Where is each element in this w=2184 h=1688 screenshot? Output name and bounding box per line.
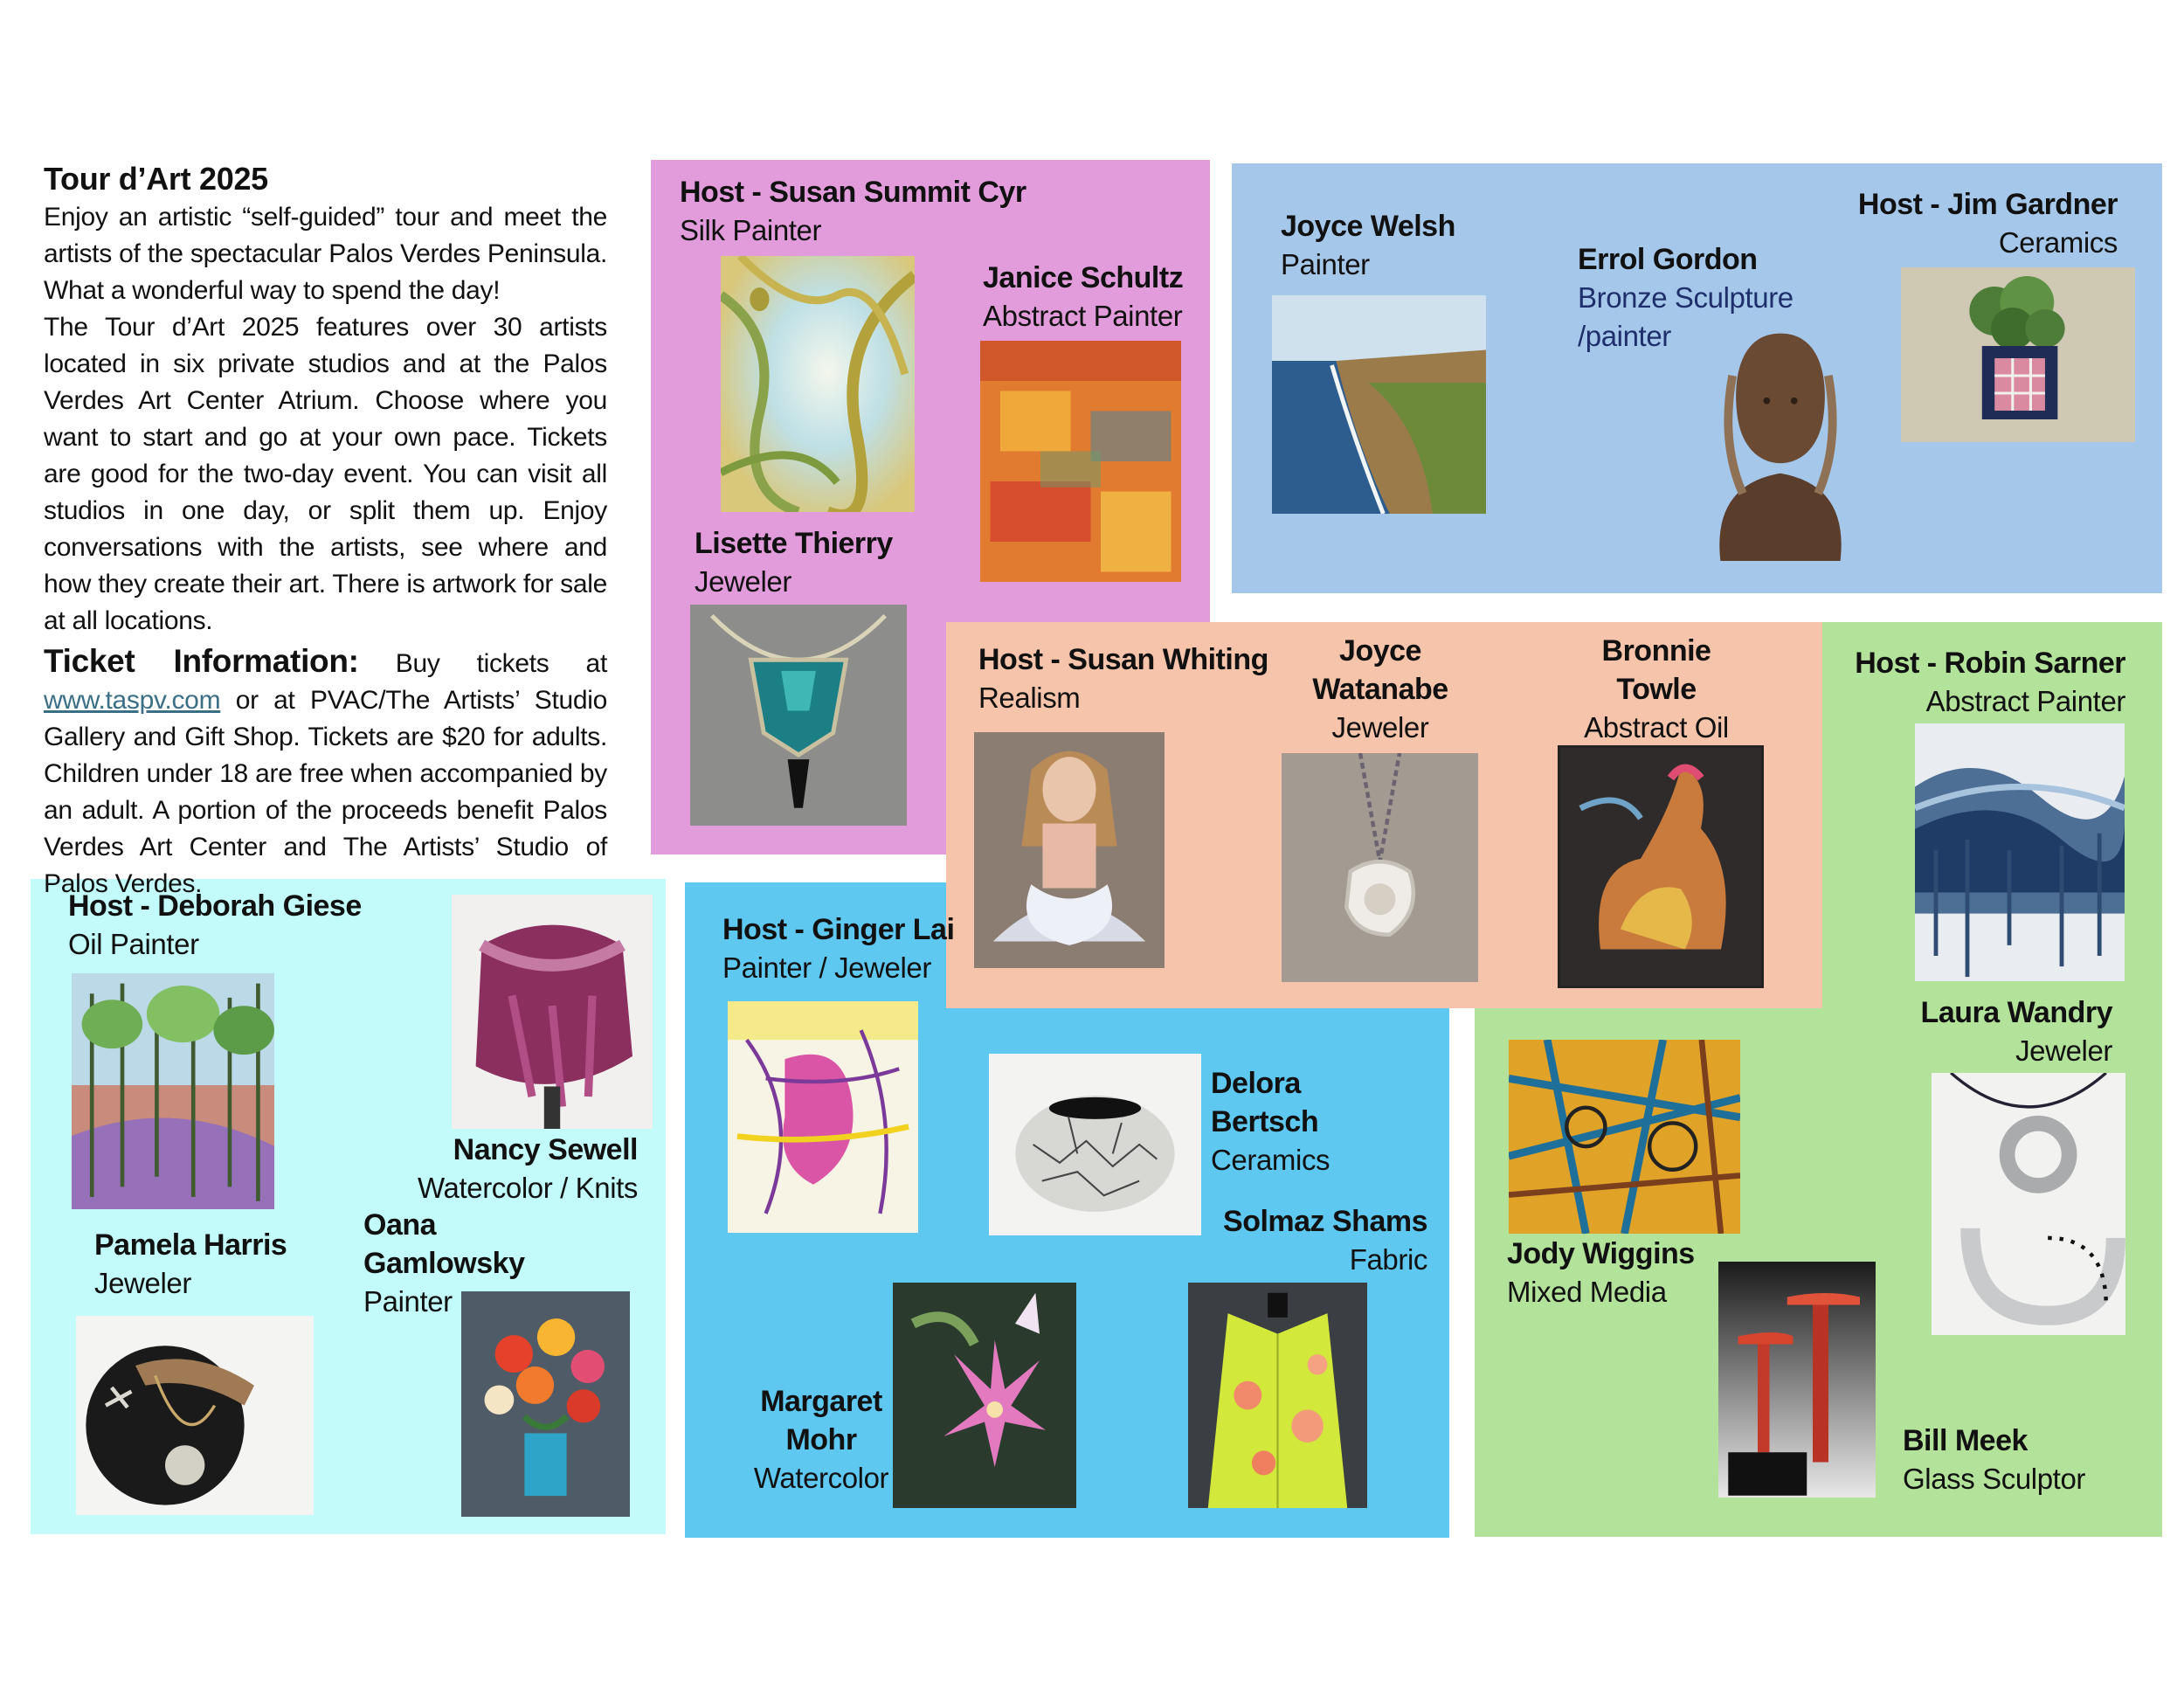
- raku-ceramic-vessel-image: [989, 1054, 1201, 1235]
- lily-watercolor-image: [893, 1283, 1076, 1508]
- red-glass-sculpture-image: [1718, 1262, 1876, 1498]
- delora-bertsch-role: Ceramics: [1211, 1144, 1330, 1176]
- jody-wiggins-role: Mixed Media: [1507, 1276, 1667, 1308]
- joyce-watanabe-name-2: Watanabe: [1312, 673, 1448, 706]
- driftwood-jewelry-image: [76, 1316, 314, 1515]
- errol-gordon-name: Errol Gordon: [1578, 243, 1758, 276]
- oana-gamlowsky-name-2: Gamlowsky: [363, 1247, 525, 1280]
- solmaz-shams-role: Fabric: [1349, 1243, 1427, 1276]
- delora-bertsch-name-1: Delora: [1211, 1067, 1301, 1100]
- pamela-harris-name: Pamela Harris: [94, 1228, 287, 1262]
- blue-host-role: Ceramics: [1998, 226, 2118, 259]
- janice-schultz-role: Abstract Painter: [983, 300, 1183, 332]
- blue-abstract-painting-image: [1915, 723, 2125, 981]
- delora-bertsch-name-2: Bertsch: [1211, 1105, 1319, 1138]
- ticket-heading: Ticket Information:: [44, 643, 359, 679]
- purple-splash-painting-image: [728, 1001, 918, 1233]
- metal-ring-necklace-image: [1932, 1073, 2125, 1335]
- kelp-silk-painting-image: [721, 256, 915, 512]
- intro-paragraph-1: Enjoy an artistic “self-guided” tour and meet the artists of the spectacular Palos Verdes Peninsula. What a wonderful way to spend the day!: [44, 203, 607, 305]
- green-host-name: Host - Robin Sarner: [1855, 647, 2125, 680]
- joyce-welsh-name: Joyce Welsh: [1281, 210, 1455, 243]
- lisette-thierry-role: Jeweler: [695, 565, 791, 598]
- page-title: Tour d’Art 2025: [44, 161, 268, 197]
- margaret-mohr-role: Watercolor: [753, 1462, 889, 1494]
- nancy-sewell-name: Nancy Sewell: [453, 1133, 638, 1166]
- ballerina-portrait-image: [974, 732, 1165, 968]
- felt-fabric-vest-image: [1188, 1283, 1367, 1508]
- solmaz-shams-name: Solmaz Shams: [1223, 1205, 1427, 1238]
- laura-wandry-role: Jeweler: [2015, 1034, 2112, 1067]
- forest-oil-painting-image: [72, 973, 274, 1209]
- ticket-link[interactable]: www.taspv.com: [44, 686, 221, 715]
- bronze-bust-sculpture-image: [1695, 325, 1866, 561]
- ticket-details: or at PVAC/The Artists’ Studio Gallery and Gift Shop. Tickets are $20 for adults. Children under 18 are free when accompanied by an adult. A portion of the proceeds benefit Palos Verdes Art Center and The Artists’ Studio of Palos Verdes.: [44, 686, 608, 898]
- intro-paragraph-2: The Tour d’Art 2025 features over 30 artists located in six private studios and at the Palos Verdes Art Center Atrium. Choose where you want to start and go at your own pace. Tickets are good for the two-day event. You can visit all studios in one day, or split them up. Enjoy conversations with the artists, see where and how they create their art. There is artwork for sale at all locations.: [44, 313, 607, 635]
- margaret-mohr-name-2: Mohr: [785, 1423, 857, 1456]
- sky-host-name: Host - Ginger Lai: [722, 913, 955, 946]
- aqua-host-name: Host - Deborah Giese: [68, 889, 362, 923]
- mixed-media-collage-image: [1509, 1040, 1740, 1234]
- nancy-sewell-role: Watercolor / Knits: [418, 1172, 638, 1204]
- bill-meek-role: Glass Sculptor: [1903, 1463, 2085, 1495]
- knit-shawl-image: [452, 895, 653, 1129]
- succulent-ceramic-pot-image: [1901, 267, 2135, 442]
- silver-pendant-necklace-image: [1282, 753, 1478, 982]
- bronnie-towle-name-2: Towle: [1616, 673, 1697, 706]
- margaret-mohr-name-1: Margaret: [760, 1385, 882, 1418]
- joyce-welsh-role: Painter: [1281, 248, 1370, 280]
- pamela-harris-role: Jeweler: [94, 1267, 191, 1299]
- joyce-watanabe-name-1: Joyce: [1339, 634, 1421, 668]
- teal-pendant-necklace-image: [690, 605, 907, 826]
- aqua-host-role: Oil Painter: [68, 928, 199, 960]
- peach-host-name: Host - Susan Whiting: [978, 643, 1268, 676]
- ticket-info: [44, 643, 607, 903]
- ticket-pre-link: Buy tickets at: [395, 649, 607, 678]
- pink-host-name: Host - Susan Summit Cyr: [680, 176, 1026, 209]
- bill-meek-name: Bill Meek: [1903, 1424, 2028, 1457]
- peach-host-role: Realism: [978, 681, 1081, 714]
- joyce-watanabe-role: Jeweler: [1331, 711, 1429, 744]
- oana-gamlowsky-role: Painter: [363, 1285, 453, 1318]
- intro-text: [44, 159, 607, 903]
- oana-gamlowsky-name-1: Oana: [363, 1208, 437, 1242]
- janice-schultz-name: Janice Schultz: [983, 261, 1184, 294]
- laura-wandry-name: Laura Wandry: [1920, 996, 2112, 1029]
- flower-bouquet-painting-image: [461, 1291, 630, 1517]
- errol-gordon-role-2: /painter: [1578, 320, 1671, 352]
- lisette-thierry-name: Lisette Thierry: [695, 527, 893, 560]
- errol-gordon-role-1: Bronze Sculpture: [1578, 281, 1794, 314]
- bronnie-towle-role: Abstract Oil: [1584, 711, 1729, 744]
- bronnie-towle-name-1: Bronnie: [1601, 634, 1711, 668]
- pink-host-role: Silk Painter: [680, 214, 822, 246]
- sky-host-role: Painter / Jeweler: [722, 951, 931, 984]
- blue-host-name: Host - Jim Gardner: [1857, 188, 2118, 221]
- orange-abstract-painting-image: [980, 341, 1181, 582]
- abstract-figure-oil-image: [1558, 745, 1764, 988]
- jody-wiggins-name: Jody Wiggins: [1507, 1237, 1695, 1270]
- coastline-painting-image: [1272, 295, 1486, 514]
- green-host-role: Abstract Painter: [1925, 685, 2125, 717]
